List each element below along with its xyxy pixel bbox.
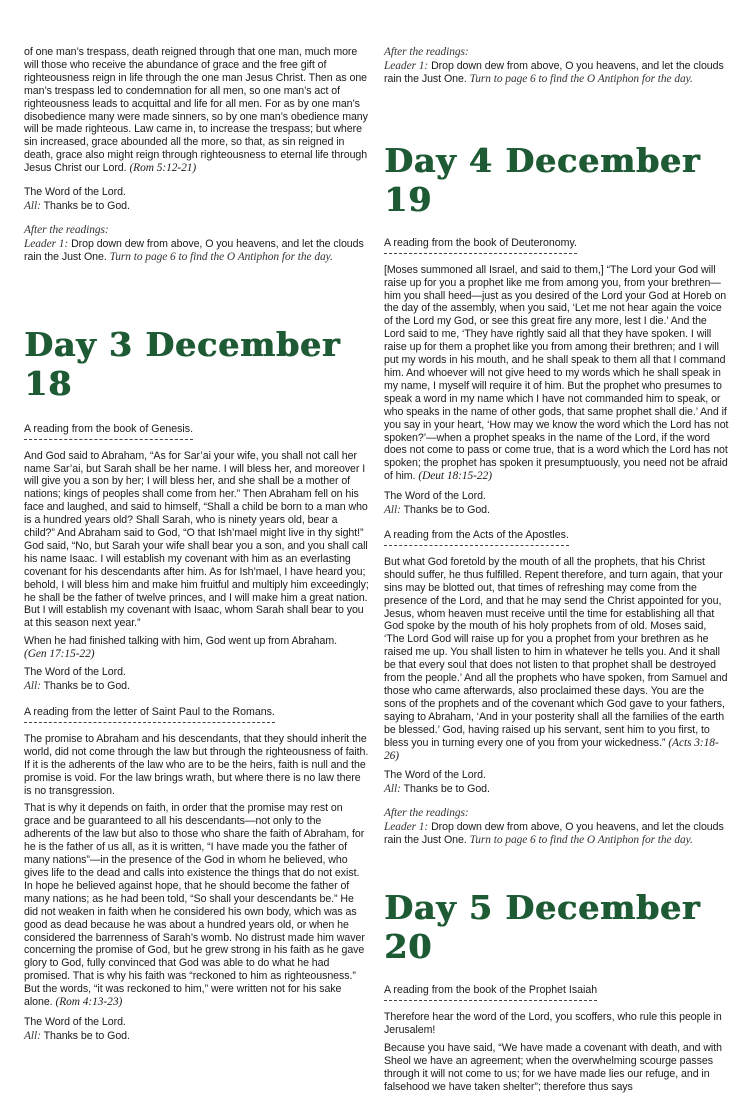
word-of-lord: The Word of the Lord.: [384, 769, 486, 782]
reading-heading-romans: A reading from the letter of Saint Paul to the Romans.: [24, 706, 275, 723]
citation: (Gen 17:15-22): [24, 648, 95, 661]
leader-note: Turn to page 6 to find the O Antiphon for the day.: [469, 834, 693, 847]
all-label: All:: [24, 199, 41, 212]
leader-instruction: [24, 238, 369, 264]
response-line: [384, 783, 729, 796]
reading-heading-acts: A reading from the Acts of the Apostles.: [384, 529, 569, 546]
all-response: Thanks be to God.: [43, 680, 130, 692]
citation: (Rom 4:13-23): [55, 996, 123, 1009]
romans-text-2: That is why it depends on faith, in order that the promise may rest on grace and be guaranteed to all his descendants—not only to the adherents of the law but also to those who share the faith of Abraham, for he is the father of us all, as it is written, “I have made you the father of many nations”—in the presence of the God in whom he believed, who gives life to the dead and calls into existence the things that do not exist. In hope he believed against hope, that he should become the father of many nations; as he had been told, “So shall your descendants be.” He did not weaken in faith when he considered his own body, which was as good as dead because he was about a hundred years old, or when he considered the barrenness of Sarah’s womb. No distrust made him waver concerning the promise of God, but he grew strong in his faith as he gave glory to God, fully convinced that God was able to do what he had promised. That is why his faith was “reckoned to him as righteousness.” But the words, “it was reckoned to him,” were written not for his sake alone. (Rom 4:13-23): [24, 802, 365, 1009]
word-of-lord: The Word of the Lord.: [24, 666, 126, 679]
day-3-title: Day 3 December 18: [24, 324, 341, 403]
after-readings-label: After the readings:: [384, 807, 469, 820]
acts-text: But what God foretold by the mouth of all the prophets, that his Christ should suffer, he thus fulfilled. Repent therefore, and turn again, that your sins may be blotted out, that times of refreshing may come from the presence of the Lord, and that he may send the Christ appointed for you, Jesus, whom heaven must receive until the time for establishing all that God spoke by the mouth of his holy prophets from of old. Moses said, ‘The Lord God will raise up for you a prophet from your brethren as he raised me up. You shall listen to him in whatever he tells you. And it shall be that every soul that does not listen to that prophet shall be destroyed from the people.’ And all the prophets who have spoken, from Samuel and those who came afterwards, also proclaimed these days. You are the sons of the prophets and of the covenant which God gave to your fathers, saying to Abraham, ‘And in your posterity shall all the families of the earth be blessed.’ God, having raised up his servant, sent him to you first, to bless you in turning every one of you from your wickedness.” (Acts 3:18-26): [384, 555, 728, 762]
all-label: All:: [24, 680, 41, 692]
reading-continuation: of one man’s trespass, death reigned through that one man, much more will those who receive the abundance of grace and the free gift of righteousness reign in life through the one man Jesus Christ. Then as one man’s trespass led to condemnation for all men, so one man’s act of righteousness leads to acquittal and life for all men. For as by one man’s disobedience many were made sinners, so by one man’s obedience many will be made righteous. Law came in, to increase the trespass; but where sin increased, grace abounded all the more, so that, as sin reigned in death, grace also might reign through righteousness to eternal life through Jesus Christ our Lord. (Rom 5:12-21): [24, 46, 368, 175]
citation: (Deut 18:15-22): [418, 470, 492, 483]
word-of-lord: The Word of the Lord.: [24, 186, 126, 199]
citation: (Acts 3:18-26): [384, 736, 719, 762]
isaiah-text-2: Because you have said, “We have made a covenant with death, and with Sheol we have an agreement; when the overwhelming scourge passes through it will not come to us; for we have made lies our refuge, and in falsehood we have taken shelter”; therefore thus says: [384, 1041, 722, 1093]
day-5-title: Day 5 December 20: [384, 887, 701, 966]
reading-heading-isaiah: A reading from the book of the Prophet Isaiah: [384, 984, 597, 1001]
all-label: All:: [384, 783, 401, 796]
response-line: [384, 504, 729, 517]
leader-note: Turn to page 6 to find the O Antiphon for the day.: [109, 250, 333, 263]
all-label: All:: [384, 504, 401, 517]
citation: (Rom 5:12-21): [129, 162, 197, 175]
leader-label: Leader 1:: [24, 237, 69, 250]
all-response: Thanks be to God.: [43, 1029, 130, 1042]
all-label: All:: [24, 1029, 41, 1042]
word-of-lord: The Word of the Lord.: [24, 1015, 126, 1028]
all-response: Thanks be to God.: [403, 783, 490, 796]
genesis-text: And God said to Abraham, “As for Sar’ai your wife, you shall not call her name Sar’ai, but Sarah shall be her name. I will bless her, and moreover I will give you a son by her; I will bless her, and she shall be a mother of nations; kings of peoples shall come from her.” Then Abraham fell on his face and laughed, and said to himself, “Shall a child be born to a man who is a hundred years old? Shall Sarah, who is ninety years old, bear a child?” And Abraham said to God, “O that Ish’mael might live in thy sight!” God said, “No, but Sarah your wife shall bear you a son, and you shall call his name Isaac. I will establish my covenant with him as an everlasting covenant for his descendants after him. As for Ish’mael, I have heard you; behold, I will bless him and make him fruitful and multiply him exceedingly; he shall be the father of twelve princes, and I will make him a great nation. But I will establish my covenant with Isaac, whom Sarah shall bear to you at this season next year.”: [24, 449, 369, 630]
right-column: [384, 46, 729, 1098]
leader-text: Drop down dew from above, O you heavens, and let the clouds rain the Just One.: [384, 821, 724, 847]
left-column: [24, 46, 369, 1048]
leader-note: Turn to page 6 to find the O Antiphon for the day.: [469, 72, 693, 85]
response-line: [24, 680, 369, 693]
all-response: Thanks be to God.: [43, 199, 130, 212]
all-response: Thanks be to God.: [403, 504, 490, 517]
leader-label: Leader 1:: [384, 821, 429, 834]
day-4-title: Day 4 December 19: [384, 140, 701, 219]
response-block: [24, 186, 369, 199]
after-readings-label: After the readings:: [24, 223, 109, 236]
romans-text: The promise to Abraham and his descendants, that they should inherit the world, did not come through the law but through the righteousness of faith. If it is the adherents of the law who are to be the heirs, faith is null and the promise is void. For the law brings wrath, but where there is no law there is no transgression.: [24, 732, 369, 797]
reading-heading-deuteronomy: A reading from the book of Deuteronomy.: [384, 237, 577, 254]
isaiah-text: Therefore hear the word of the Lord, you scoffers, who rule this people in Jerusalem!: [384, 1010, 722, 1036]
leader-text: Drop down dew from above, O you heavens, and let the clouds rain the Just One.: [24, 237, 364, 263]
leader-label: Leader 1:: [384, 59, 429, 72]
after-readings-label: After the readings:: [384, 46, 469, 58]
leader-instruction: [384, 60, 729, 86]
genesis-text-2: When he had finished talking with him, God went up from Abraham. (Gen 17:15-22): [24, 635, 338, 661]
deuteronomy-text: [Moses summoned all Israel, and said to them,] “The Lord your God will raise up for you a prophet like me from among you, from your brethren—him you shall heed—just as you desired of the Lord your God at Horeb on the day of the assembly, when you said, ‘Let me not hear again the voice of the Lord my God, or see this great fire any more, lest I die.’ And the Lord said to me, ‘They have rightly said all that they have spoken. I will raise up for them a prophet like you from among their brethren; and I will put my words in his mouth, and he shall speak to them all that I command him. And whoever will not give heed to my words which he shall speak in my name, I myself will require it of him. But the prophet who presumes to speak a word in my name which I have not commanded him to speak, or who speaks in the name of other gods, that same prophet shall die.’ And if you say in your heart, ‘How may we know the word which the Lord has not spoken?’—when a prophet speaks in the name of the Lord, if the word does not come to pass or come true, that is a word which the Lord has not spoken; the prophet has spoken it presumptuously, you need not be afraid of him. (Deut 18:15-22): [384, 263, 729, 483]
response-line: [24, 200, 369, 213]
leader-instruction: [384, 821, 729, 847]
reading-heading-genesis: A reading from the book of Genesis.: [24, 423, 193, 440]
leader-text: Drop down dew from above, O you heavens, and let the clouds rain the Just One.: [384, 59, 724, 85]
response-line: [24, 1030, 369, 1043]
word-of-lord: The Word of the Lord.: [384, 490, 486, 503]
